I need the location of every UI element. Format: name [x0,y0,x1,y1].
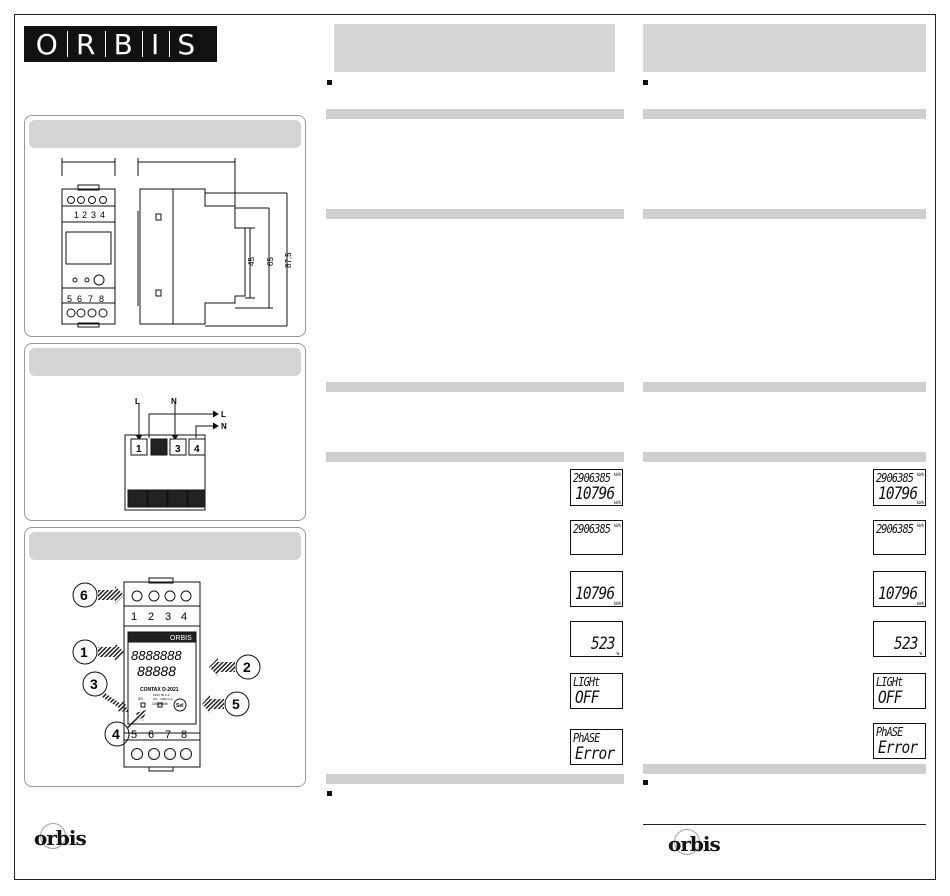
bullet-icon [327,80,332,85]
lcd-total-value: 2906385 [876,471,914,485]
wiring-terminal-4: 4 [194,444,200,455]
lcd-off-text: OFF [878,688,902,708]
dimensions-drawing [25,116,307,338]
lcd-total-partial [873,469,926,506]
lcd-partial-value: 10796 [878,484,918,504]
lcd-unit: kWh [916,601,924,606]
lcd-partial-value: 10796 [878,584,918,604]
section-bar [643,764,926,774]
lcd-power-value: 523 [591,634,615,654]
lcd-power [873,621,926,657]
section-bar [326,109,624,119]
device-terminal-bottom: 5 [131,729,138,741]
lcd-unit: kWh [613,523,621,528]
logo-letter: B [113,27,135,61]
device-panel [24,527,306,787]
lcd-phase-error [873,723,926,759]
device-drawing [25,528,307,788]
device-lcd-line1: 8888888 [131,648,182,663]
terminal-label-bottom: 7 [88,294,94,304]
terminal-label-top: 1 [74,210,80,220]
orbis-footer-logo: orbis [34,826,86,850]
lcd-unit: kWh [613,601,621,606]
callout-6: 6 [80,587,88,603]
lcd-unit: kWh [916,500,924,505]
lcd-light-off [873,673,926,709]
lcd-partial-value: 10796 [575,584,615,604]
lcd-unit: kWh [916,472,924,477]
lcd-phase-text: PhASE [876,725,903,739]
terminal-label-top: 4 [100,210,106,220]
lcd-total [873,520,926,555]
label-N-out: N [221,422,227,431]
logo-letter: S [177,27,198,61]
lcd-partial [873,571,926,607]
lcd-partial [570,571,623,607]
registered-mark: ® [211,26,217,35]
lcd-phase-text: PhASE [573,731,600,745]
orbis-logo [24,26,217,62]
lcd-unit: W [616,651,619,656]
lcd-total-value: 2906385 [573,471,611,485]
device-lcd-line2: 88888 [137,663,176,679]
lcd-total-value: 2906385 [573,522,611,536]
section-bar [643,382,926,392]
bullet-icon [643,80,648,85]
lcd-power-value: 523 [894,634,918,654]
callout-4: 4 [112,726,120,742]
wiring-panel [24,343,306,521]
footer-rule [643,824,926,825]
logo-letter: I [150,27,162,61]
lcd-off-text: OFF [575,688,599,708]
section-bar [643,109,926,119]
terminal-label-top: 2 [82,210,88,220]
section-bar [326,774,624,784]
terminal-label-bottom: 8 [99,294,105,304]
lcd-error-text: Error [575,744,615,764]
callout-3: 3 [90,676,98,692]
section-bar [643,452,926,462]
title-box [334,24,615,72]
device-brand: ORBIS [170,635,192,642]
lcd-total-value: 2906385 [876,522,914,536]
lcd-unit: kWh [613,472,621,477]
lcd-unit: kWh [613,500,621,505]
label-L-in: L [135,397,140,406]
device-terminal-bottom: 7 [165,729,172,741]
device-terminal-top: 2 [148,611,155,623]
terminal-label-bottom: 5 [67,294,73,304]
device-sel-button: Sel [176,703,184,709]
device-led1-label: 3S [138,696,143,701]
orbis-footer-logo: orbis [668,832,720,856]
device-led2-label: 1000/kWh [152,702,168,706]
label-N-in: N [171,397,177,406]
callout-2: 2 [243,659,251,675]
bullet-icon [643,780,648,785]
callout-1: 1 [80,644,88,660]
dim-65: 65 [266,257,275,266]
logo-letter: O [35,27,60,61]
title-box [643,24,926,72]
terminal-label-top: 3 [91,210,97,220]
bullet-icon [327,791,332,796]
lcd-error-text: Error [878,738,918,758]
section-bar [326,452,624,462]
lcd-partial-value: 10796 [575,484,615,504]
lcd-total-partial [570,469,623,506]
device-spec1: 230V 50 A·1 [153,693,170,697]
device-terminal-top: 1 [131,611,138,623]
device-terminal-bottom: 6 [148,729,155,741]
terminal-label-bottom: 6 [77,294,83,304]
device-model: CONTAX D-2021 [140,687,179,693]
lcd-power [570,621,623,657]
lcd-unit: kWh [916,523,924,528]
section-bar [643,209,926,219]
logo-letter: R [75,27,98,61]
label-L-out: L [221,410,226,419]
dim-45: 45 [247,257,256,266]
device-terminal-top: 4 [181,611,188,623]
device-terminal-bottom: 8 [181,729,188,741]
wiring-terminal-3: 3 [175,444,181,455]
device-spec2: Cl1 · 1000 imp [153,697,173,701]
dimensions-panel [24,115,306,337]
lcd-light-text: LIGHt [876,675,903,689]
lcd-light-off [570,673,623,709]
lcd-unit: W [919,651,922,656]
wiring-diagram [25,344,307,522]
lcd-total [570,520,623,555]
wiring-terminal-1: 1 [136,444,142,455]
dim-87-5: 87,5 [284,252,293,268]
lcd-phase-error [570,729,623,765]
section-bar [326,382,624,392]
callout-5: 5 [232,696,240,712]
lcd-light-text: LIGHt [573,675,600,689]
section-bar [326,209,624,219]
device-terminal-top: 3 [165,611,172,623]
